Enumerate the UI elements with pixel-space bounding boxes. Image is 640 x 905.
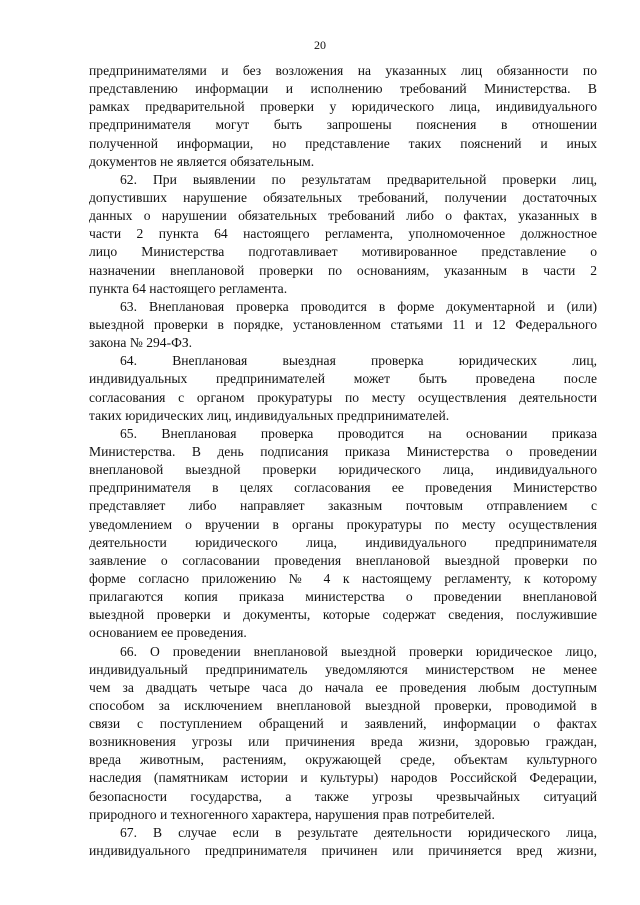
text-line: представляет либо направляет заказным почтовым отправлением с (89, 498, 597, 514)
text-line: индивидуальный предприниматель уведомляются министерством не менее (89, 661, 597, 677)
document-body (89, 62, 597, 860)
text-line: части 2 пункта 64 настоящего регламента, уполномоченное должностное (89, 226, 597, 242)
text-line: предпринимателя в целях согласования ее проведения Министерство (89, 480, 597, 496)
text-line: Министерства. В день подписания приказа Министерства о проведении (89, 443, 597, 459)
paragraph (89, 171, 597, 298)
text-line: 63. Внеплановая проверка проводится в форме документарной и (или) (120, 298, 597, 314)
text-line: выездной проверки в порядке, установленном статьями 11 и 12 Федерального (89, 316, 597, 332)
paragraph (89, 352, 597, 425)
text-line: связи с поступлением обращений и заявлений, информации о фактах (89, 716, 597, 732)
text-line: форме согласно приложению № 4 к настоящему регламенту, к которому (89, 570, 597, 586)
text-line: 67. В случае если в результате деятельности юридического лица, (120, 824, 597, 840)
text-line: пункта 64 настоящего регламента. (89, 280, 288, 296)
paragraph (89, 425, 597, 643)
text-line: назначении внеплановой проверки по основаниям, указанным в части 2 (89, 262, 597, 278)
text-line: документов не является обязательным. (89, 153, 315, 169)
text-line: 64. Внеплановая выездная проверка юридических лиц, (120, 353, 597, 369)
text-line: предпринимателя могут быть запрошены пояснения в отношении (89, 117, 597, 133)
text-line: выездной проверки и документы, которые содержат сведения, послужившие (89, 607, 597, 623)
text-line: чем за двадцать четыре часа до начала ее проведения любым доступным (89, 679, 597, 695)
paragraph (89, 298, 597, 352)
text-line: предпринимателями и без возложения на указанных лиц обязанности по (89, 63, 597, 78)
text-line: индивидуального предпринимателя причинен или причиняется вред жизни, (89, 843, 597, 859)
text-line: закона № 294-ФЗ. (89, 335, 193, 351)
text-line: возникновения угрозы или причинения вреда жизни, здоровью граждан, (89, 734, 597, 750)
text-line: деятельности юридического лица, индивидуального предпринимателя (89, 534, 597, 550)
text-line: природного и техногенного характера, нарушения прав потребителей. (89, 806, 495, 822)
text-line: индивидуальных предпринимателей может быть проведена после (89, 371, 597, 387)
text-line: способом за исключением внеплановой выездной проверки, проводимой в (89, 697, 597, 713)
text-line: заявление о согласовании проведения внеплановой выездной проверки по (89, 552, 597, 568)
paragraph (89, 643, 597, 824)
text-line: прилагаются копия приказа министерства о проведении внеплановой (89, 589, 597, 605)
text-line: таких юридических лиц, индивидуальных предпринимателей. (89, 407, 450, 423)
paragraph (89, 824, 597, 860)
text-line: 62. При выявлении по результатам предварительной проверки лиц, (120, 171, 597, 187)
paragraph (89, 62, 597, 171)
text-line: лицо Министерства подготавливает мотивированное представление о (89, 244, 597, 260)
text-line: 65. Внеплановая проверка проводится на основании приказа (120, 425, 597, 441)
text-line: 66. О проведении внеплановой выездной проверки юридическое лицо, (120, 643, 597, 659)
text-line: полученной информации, но представление таких пояснений и иных (89, 135, 597, 151)
text-line: внеплановой выездной проверки юридического лица, индивидуального (89, 462, 597, 478)
page-number: 20 (314, 38, 326, 52)
text-line: наследия (памятникам истории и культуры) народов Российской Федерации, (89, 770, 597, 786)
text-line: допустивших нарушение обязательных требований, получении достаточных (89, 189, 597, 205)
text-line: вреда животным, растениям, окружающей среде, объектам культурного (89, 752, 597, 768)
text-line: уведомлением о вручении в органы прокуратуры по месту осуществления (89, 516, 597, 532)
text-line: согласования с органом прокуратуры по месту осуществления деятельности (89, 389, 597, 405)
text-line: рамках предварительной проверки у юридического лица, индивидуального (89, 99, 597, 115)
text-line: безопасности государства, а также угрозы чрезвычайных ситуаций (89, 788, 597, 804)
text-line: данных о нарушении обязательных требований либо о фактах, указанных в (89, 208, 597, 224)
text-line: основанием ее проведения. (89, 625, 247, 641)
text-line: представлению информации и исполнению требований Министерства. В (89, 81, 597, 97)
